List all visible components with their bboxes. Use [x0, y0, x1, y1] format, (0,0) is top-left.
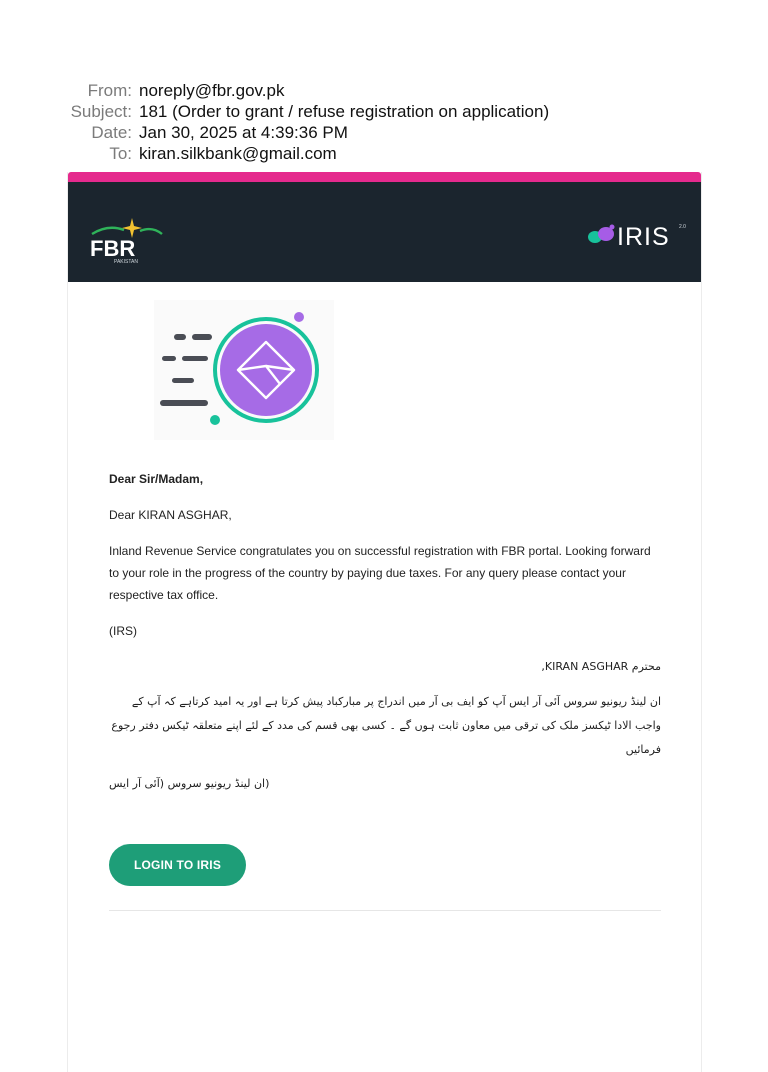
- fbr-logo-subtext: PAKISTAN: [114, 259, 138, 264]
- urdu-greeting: محترم KIRAN ASGHAR,: [541, 660, 661, 673]
- accent-bar: [68, 172, 701, 182]
- subject-row: [0, 102, 768, 123]
- subject-value: 181 (Order to grant / refuse registration on application): [139, 102, 550, 121]
- to-label: To:: [109, 144, 132, 163]
- from-value[interactable]: noreply@fbr.gov.pk: [139, 81, 285, 100]
- iris-logo-text: IRIS: [617, 223, 670, 251]
- greeting: Dear Sir/Madam,: [109, 472, 204, 486]
- login-to-iris-button[interactable]: LOGIN TO IRIS: [109, 844, 246, 886]
- from-label: From:: [87, 81, 132, 100]
- email-card: [67, 172, 702, 1072]
- signoff: (IRS): [109, 624, 137, 638]
- date-label: Date:: [91, 123, 132, 142]
- date-row: [0, 123, 768, 144]
- iris-version-text: 2.0: [679, 224, 686, 230]
- to-row: [0, 144, 768, 165]
- divider: [109, 910, 661, 911]
- salutation: Dear KIRAN ASGHAR,: [109, 508, 232, 522]
- iris-logo: [586, 218, 690, 252]
- date-value: Jan 30, 2025 at 4:39:36 PM: [139, 123, 348, 142]
- from-row: [0, 81, 768, 102]
- urdu-message: ان لینڈ ریونیو سروس آئی آر ایس آپ کو ایف بی آر میں اندراج پر مبارکباد پیش کرتا ہے اور یہ امید کرتاہے کہ آپ کے واجب الادا ٹیکسز ملک کی ترقی میں معاون ثابت ہوں گے ۔ کسی بھی قسم کی مدد کے لئے اپنے متعلقہ ٹیکس دفتر رجوع فرمائیں: [111, 695, 661, 756]
- fbr-logo-text: FBR: [90, 236, 136, 261]
- urdu-signoff-row: [109, 772, 661, 795]
- urdu-signoff: (ان لینڈ ریونیو سروس (آئی آر ایس: [109, 777, 270, 790]
- message-body: Inland Revenue Service congratulates you on successful registration with FBR portal. Looking forward to your role in the progress of the country by paying due taxes. For any query please contact your respective tax office.: [109, 544, 651, 602]
- subject-label: Subject:: [70, 102, 132, 121]
- fbr-logo: [86, 214, 166, 264]
- brand-header: [68, 182, 701, 282]
- to-value[interactable]: kiran.silkbank@gmail.com: [139, 144, 337, 163]
- envelope-icon: [154, 300, 334, 440]
